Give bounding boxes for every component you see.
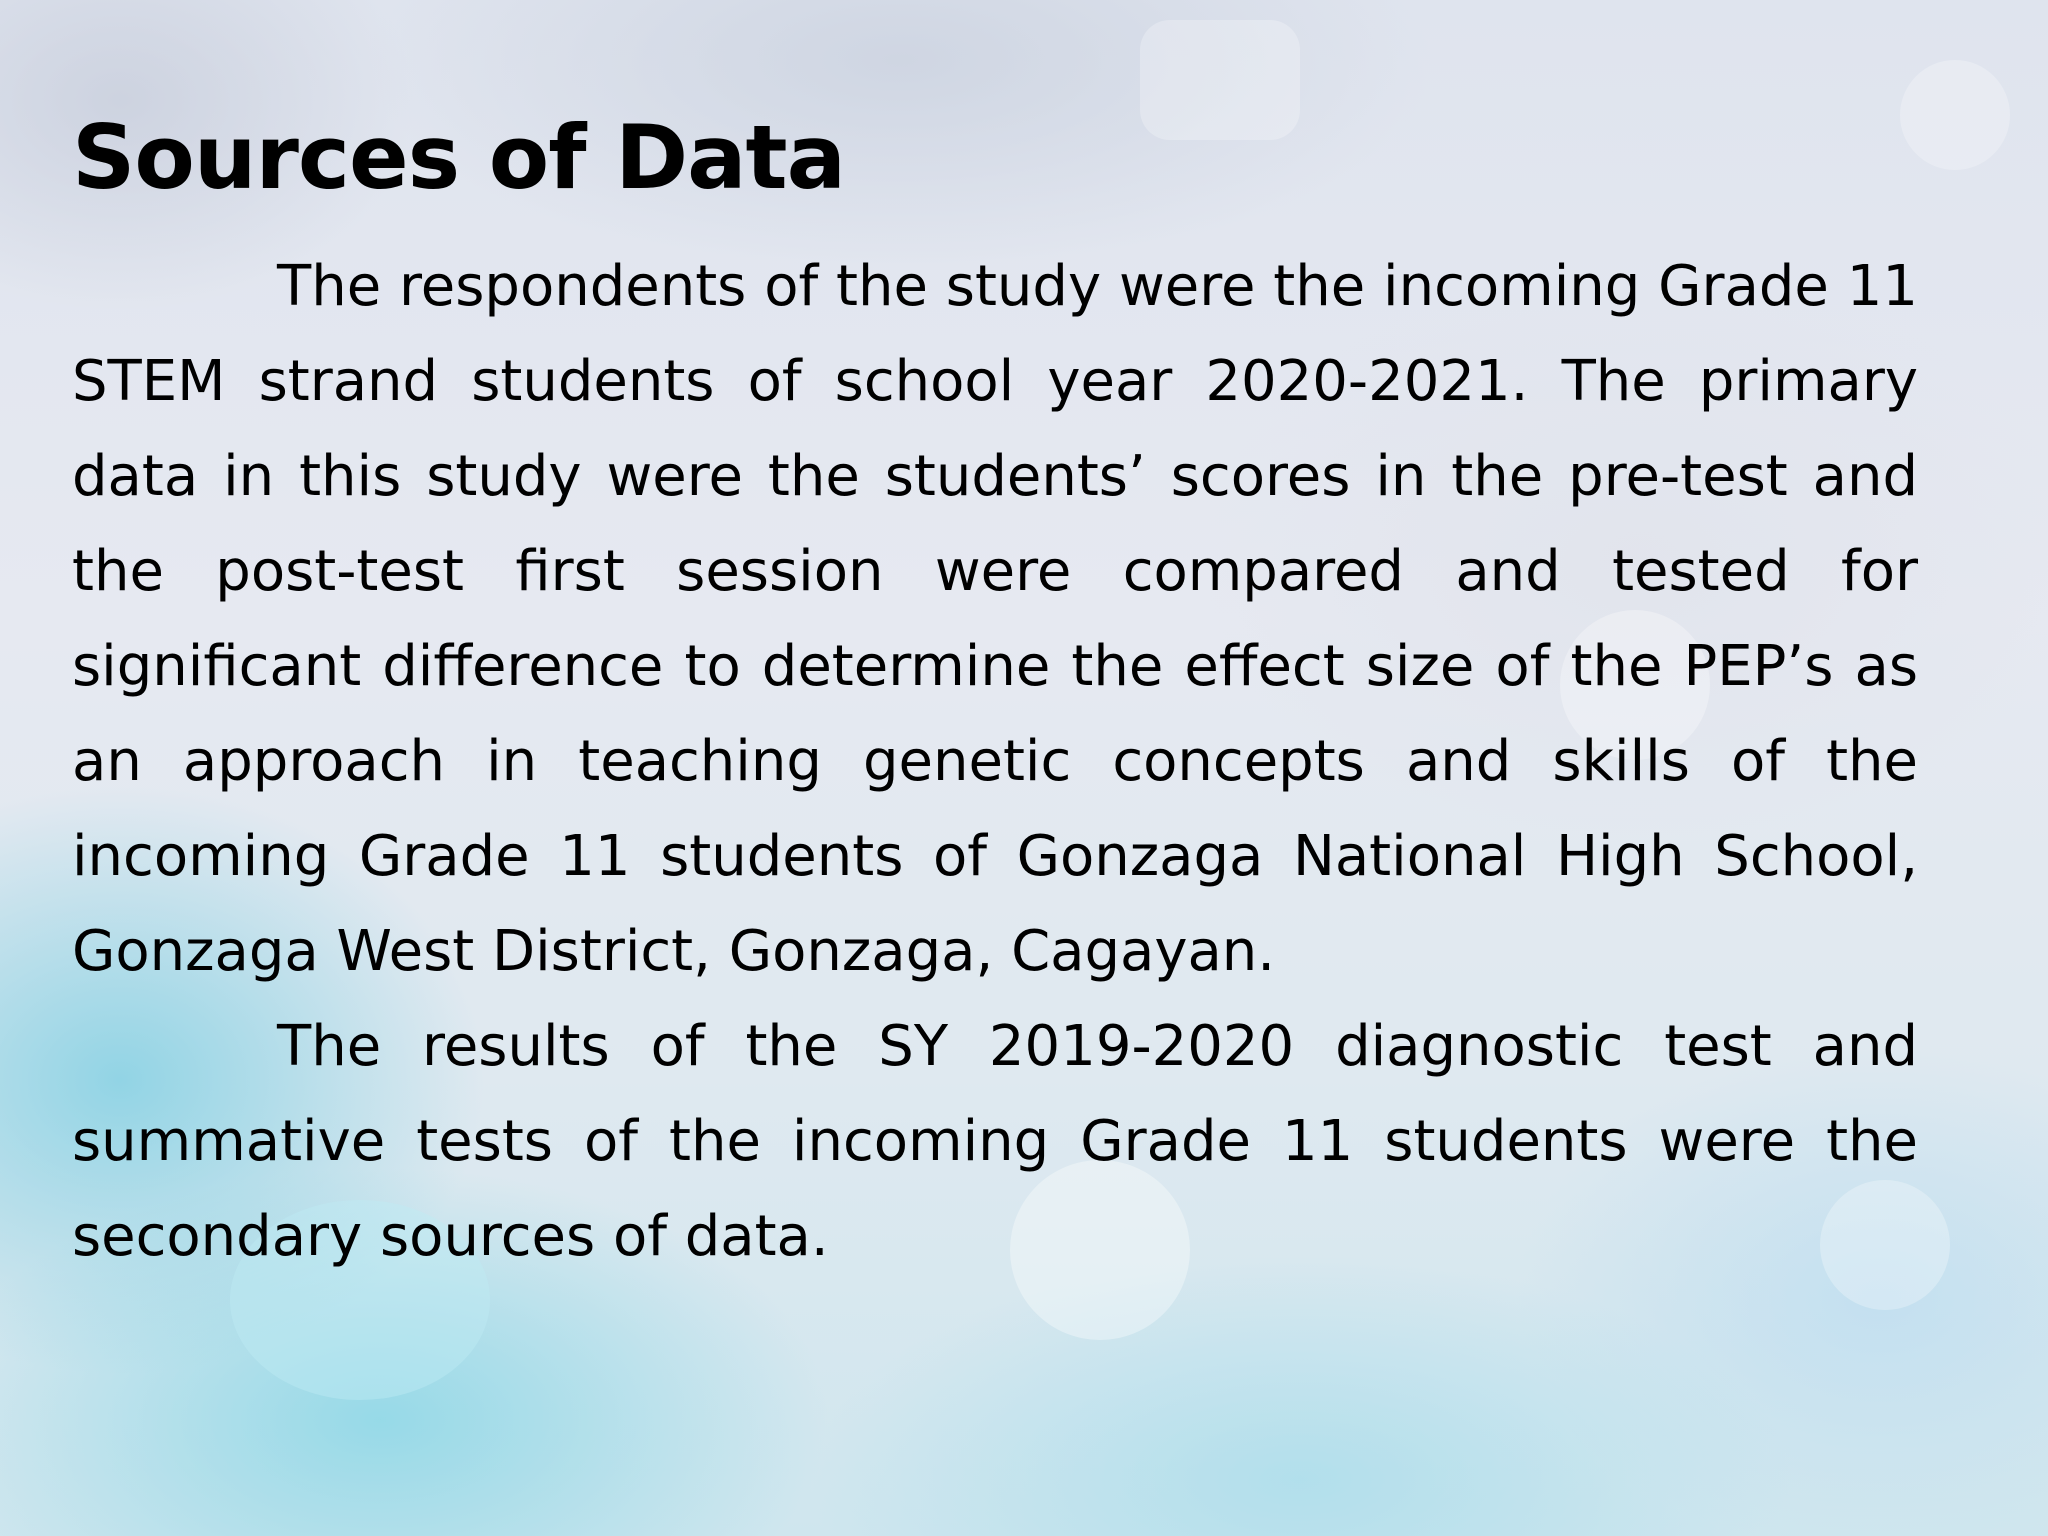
body-paragraph-2: The results of the SY 2019-2020 diagnostic test and summative tests of the incoming Grade 11 students were the secondary sources of data.	[72, 1013, 1918, 1269]
slide-body	[72, 239, 1918, 1284]
body-paragraph-1: The respondents of the study were the incoming Grade 11 STEM strand students of school year 2020-2021. The primary data in this study were the students’ scores in the pre-test and the post-test first session were compared and tested for significant difference to determine the effect size of the PEP’s as an approach in teaching genetic concepts and skills of the incoming Grade 11 students of Gonzaga National High School, Gonzaga West District, Gonzaga, Cagayan.	[72, 253, 1918, 984]
slide-content	[72, 106, 1918, 1284]
slide-title: Sources of Data	[72, 106, 846, 209]
